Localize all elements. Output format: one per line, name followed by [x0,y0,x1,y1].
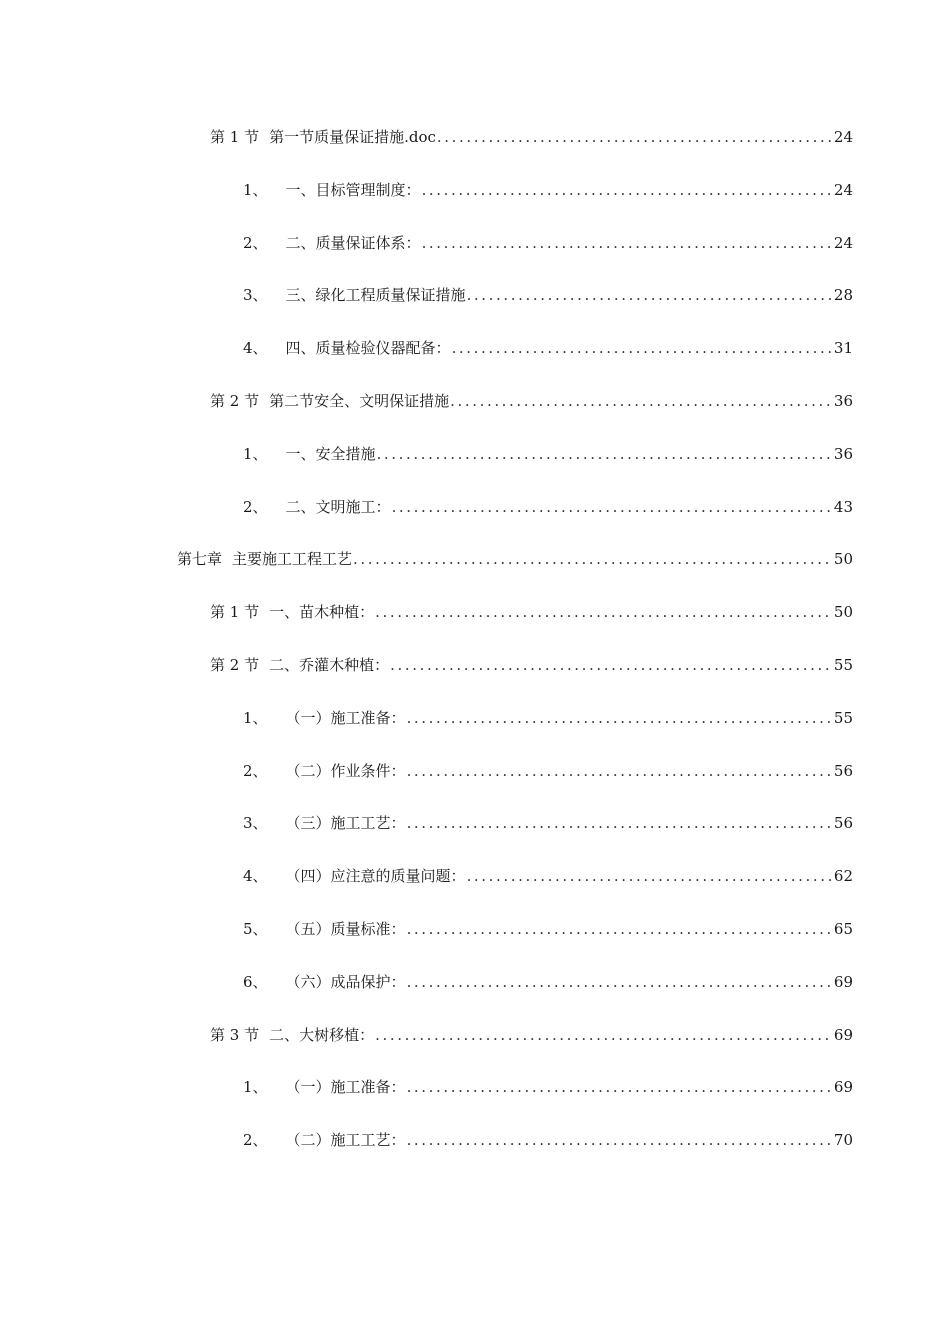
toc-dot-leader [407,705,832,731]
toc-entry-title: （四）应注意的质量问题： [285,867,466,886]
toc-entry[interactable] [0,546,950,599]
toc-entry-title: 第二节安全、文明保证措施 [269,391,450,410]
toc-entry-title: 一、目标管理制度： [285,180,421,199]
toc-entry[interactable] [0,1074,950,1127]
toc-entry-number: 4、 [243,339,268,358]
toc-entry-page-number: 56 [833,761,853,780]
toc-dot-leader [407,969,832,995]
toc-entry-page-number: 69 [833,1078,853,1097]
toc-entry-title: 主要施工工程工艺 [232,550,353,569]
toc-entry[interactable] [0,652,950,705]
toc-entry-title: （六）成品保护： [285,972,406,991]
toc-dot-leader [407,758,832,784]
toc-entry-number: 第 3 节 [210,1025,260,1044]
toc-entry-page-number: 50 [833,603,853,622]
toc-entry-title: 二、乔灌木种植： [269,655,390,674]
toc-entry[interactable] [0,758,950,811]
toc-entry-title: 一、安全措施 [285,444,376,463]
toc-entry-number: 1、 [243,1078,268,1097]
toc-entry-title: （一）施工准备： [285,1078,406,1097]
toc-entry-number: 3、 [243,814,268,833]
toc-entry-page-number: 31 [833,339,853,358]
toc-entry-title: 二、文明施工： [285,497,391,516]
toc-entry[interactable] [0,494,950,547]
toc-entry-title: （二）作业条件： [285,761,406,780]
toc-entry-page-number: 36 [833,444,853,463]
toc-entry[interactable] [0,124,950,177]
toc-dot-leader [375,1022,832,1048]
toc-entry[interactable] [0,388,950,441]
toc-entry-number: 第 1 节 [210,128,260,146]
toc-entry-title: 二、质量保证体系： [285,233,421,252]
toc-dot-leader [467,282,832,308]
toc-entry-number: 2、 [243,1131,268,1150]
toc-entry-page-number: 69 [833,1025,853,1044]
toc-dot-leader [437,124,832,150]
toc-dot-leader [392,494,832,520]
toc-entry-page-number: 28 [833,286,853,305]
toc-dot-leader [452,335,832,361]
toc-entry[interactable] [0,1127,950,1180]
toc-entry-page-number: 70 [833,1131,853,1150]
toc-entry-title: 三、绿化工程质量保证措施 [285,286,466,305]
toc-dot-leader [450,388,832,414]
toc-entry-page-number: 65 [833,919,853,938]
toc-entry[interactable] [0,863,950,916]
toc-entry-number: 1、 [243,708,268,727]
toc-entry-title: （三）施工工艺： [285,814,406,833]
toc-entry[interactable] [0,916,950,969]
toc-dot-leader [407,1074,832,1100]
toc-entry-number: 2、 [243,761,268,780]
toc-dot-leader [467,863,832,889]
toc-entry-number: 1、 [243,444,268,463]
toc-dot-leader [390,652,832,678]
toc-entry-number: 4、 [243,867,268,886]
toc-entry[interactable] [0,282,950,335]
toc-entry[interactable] [0,335,950,388]
toc-entry-page-number: 24 [833,128,853,146]
toc-entry[interactable] [0,969,950,1022]
toc-entry-title: 四、质量检验仪器配备： [285,339,451,358]
toc-entry-page-number: 43 [833,497,853,516]
toc-entry-number: 第 1 节 [210,603,260,622]
toc-entry[interactable] [0,705,950,758]
toc-entry[interactable] [0,810,950,863]
toc-entry-title: 二、大树移植： [269,1025,375,1044]
toc-dot-leader [407,1127,832,1153]
toc-entry[interactable] [0,599,950,652]
toc-entry[interactable] [0,1022,950,1075]
toc-dot-leader [407,916,832,942]
toc-dot-leader [353,546,832,572]
toc-entry-number: 5、 [243,919,268,938]
toc-entry-number: 1、 [243,180,268,199]
toc-entry-page-number: 50 [833,550,853,569]
toc-entry-number: 2、 [243,233,268,252]
toc-entry[interactable] [0,230,950,283]
toc-dot-leader [422,230,832,256]
toc-entry-page-number: 24 [833,233,853,252]
toc-entry-page-number: 56 [833,814,853,833]
toc-dot-leader [422,177,832,203]
toc-entry-page-number: 55 [833,708,853,727]
toc-entry-number: 6、 [243,972,268,991]
toc-entry-number: 第 2 节 [210,391,260,410]
toc-entry-page-number: 55 [833,655,853,674]
toc-entry-page-number: 24 [833,180,853,199]
toc-entry-number: 第七章 [177,550,223,569]
toc-entry-page-number: 62 [833,867,853,886]
toc-entry-number: 3、 [243,286,268,305]
toc-entry-title: （五）质量标准： [285,919,406,938]
toc-entry[interactable] [0,177,950,230]
toc-entry-title: 一、苗木种植： [269,603,375,622]
toc-entry-title: （一）施工准备： [285,708,406,727]
table-of-contents [0,124,950,1180]
toc-entry-number: 2、 [243,497,268,516]
toc-entry-title: 第一节质量保证措施.doc [269,128,436,146]
toc-entry-page-number: 69 [833,972,853,991]
toc-entry-title: （二）施工工艺： [285,1131,406,1150]
toc-entry-page-number: 36 [833,391,853,410]
toc-entry[interactable] [0,441,950,494]
toc-dot-leader [377,441,832,467]
toc-dot-leader [407,810,832,836]
toc-dot-leader [375,599,832,625]
toc-entry-number: 第 2 节 [210,655,260,674]
